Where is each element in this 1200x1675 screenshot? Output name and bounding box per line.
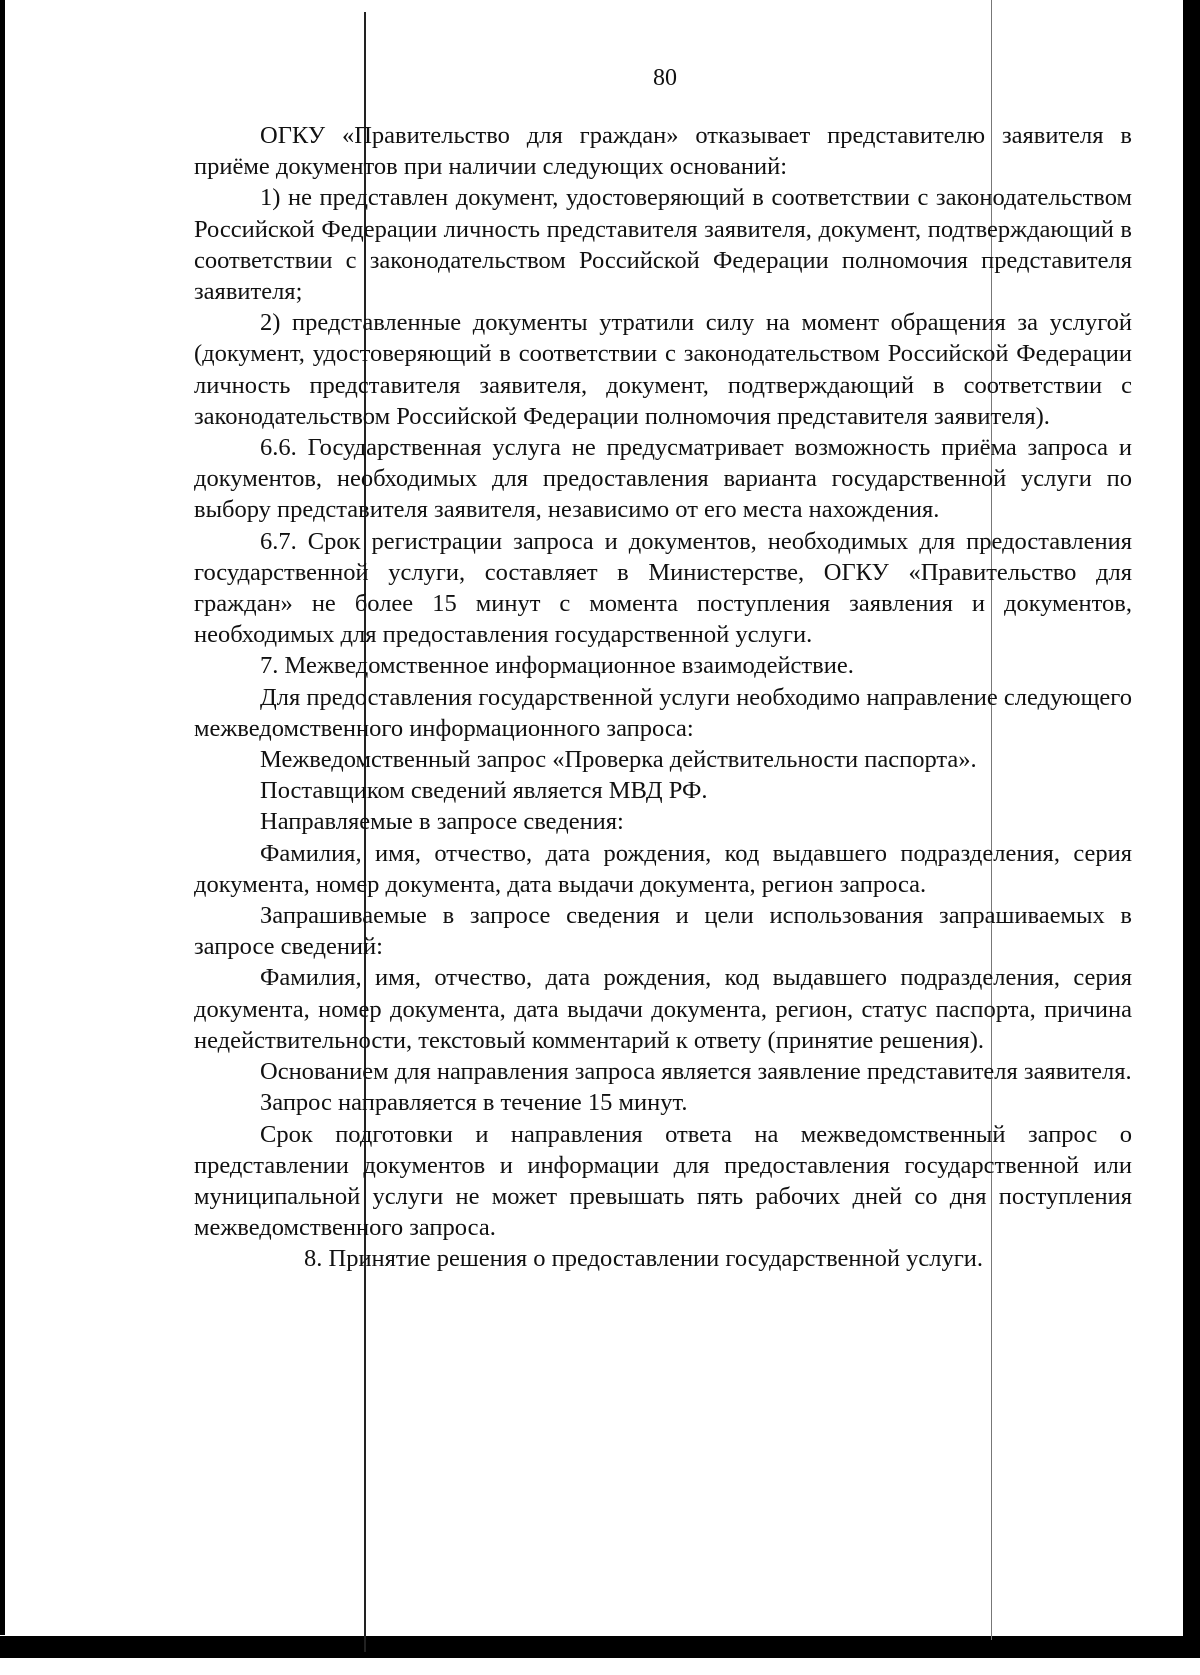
document-body (194, 120, 1132, 1275)
paragraph-request-name: Межведомственный запрос «Проверка действительности паспорта». (260, 746, 977, 774)
section-heading-8: 8. Принятие решения о предоставлении государственной услуги. (304, 1245, 984, 1273)
section-heading-7: 7. Межведомственное информационное взаимодействие. (260, 652, 854, 680)
paragraph-sent-data-label: Направляемые в запросе сведения: (260, 808, 624, 836)
paragraph-requested-data-label: Запрашиваемые в запросе сведения и цели использования запрашиваемых в запросе сведений: (194, 902, 1132, 961)
paragraph-interagency-request: Для предоставления государственной услуги необходимо направление следующего межведомственного информационного запроса: (194, 683, 1132, 742)
paragraph-provider: Поставщиком сведений является МВД РФ. (260, 777, 708, 805)
paragraph-refusal-ground-2: 2) представленные документы утратили силу на момент обращения за услугой (документ, удостоверяющий в соответствии с законодательством Российской Федерации личность представителя заявителя, документ, подтверждающий в соответствии с законодательством Российской Федерации полномочия представителя заявителя). (194, 309, 1132, 430)
scan-left-border (0, 0, 5, 1635)
scan-bottom-border (0, 1636, 1200, 1658)
paragraph-request-basis: Основанием для направления запроса является заявление представителя заявителя. (260, 1058, 1132, 1086)
paragraph-refusal-intro: ОГКУ «Правительство для граждан» отказывает представителю заявителя в приёме документов при наличии следующих оснований: (194, 122, 1132, 181)
paragraph-response-deadline: Срок подготовки и направления ответа на межведомственный запрос о представлении документов и информации для предоставления государственной или муниципальной услуги не может превышать пять рабочих дней со дня поступления межведомственного запроса. (194, 1120, 1132, 1242)
page-number: 80 (653, 65, 677, 91)
paragraph-6-7: 6.7. Срок регистрации запроса и документов, необходимых для предоставления государственной услуги, составляет в Министерстве, ОГКУ «Правительство для граждан» не более 15 минут с момента поступления заявления и документов, необходимых для предоставления государственной услуги. (194, 527, 1132, 649)
paragraph-6-6: 6.6. Государственная услуга не предусматривает возможность приёма запроса и документов, необходимых для предоставления варианта государственной услуги по выбору представителя заявителя, независимо от его места нахождения. (194, 434, 1132, 524)
paragraph-refusal-ground-1: 1) не представлен документ, удостоверяющий в соответствии с законодательством Российской Федерации личность представителя заявителя, документ, подтверждающий в соответствии с законодательством Российской Федерации полномочия представителя заявителя; (194, 184, 1132, 306)
paragraph-requested-data: Фамилия, имя, отчество, дата рождения, код выдавшего подразделения, серия документа, номер документа, дата выдачи документа, регион, статус паспорта, причина недействительности, текстовый комментарий к ответу (принятие решения). (194, 964, 1132, 1054)
paragraph-request-timing: Запрос направляется в течение 15 минут. (260, 1089, 688, 1117)
paragraph-sent-data: Фамилия, имя, отчество, дата рождения, код выдавшего подразделения, серия документа, номер документа, дата выдачи документа, регион запроса. (194, 839, 1132, 898)
scan-right-border (1183, 0, 1200, 1658)
